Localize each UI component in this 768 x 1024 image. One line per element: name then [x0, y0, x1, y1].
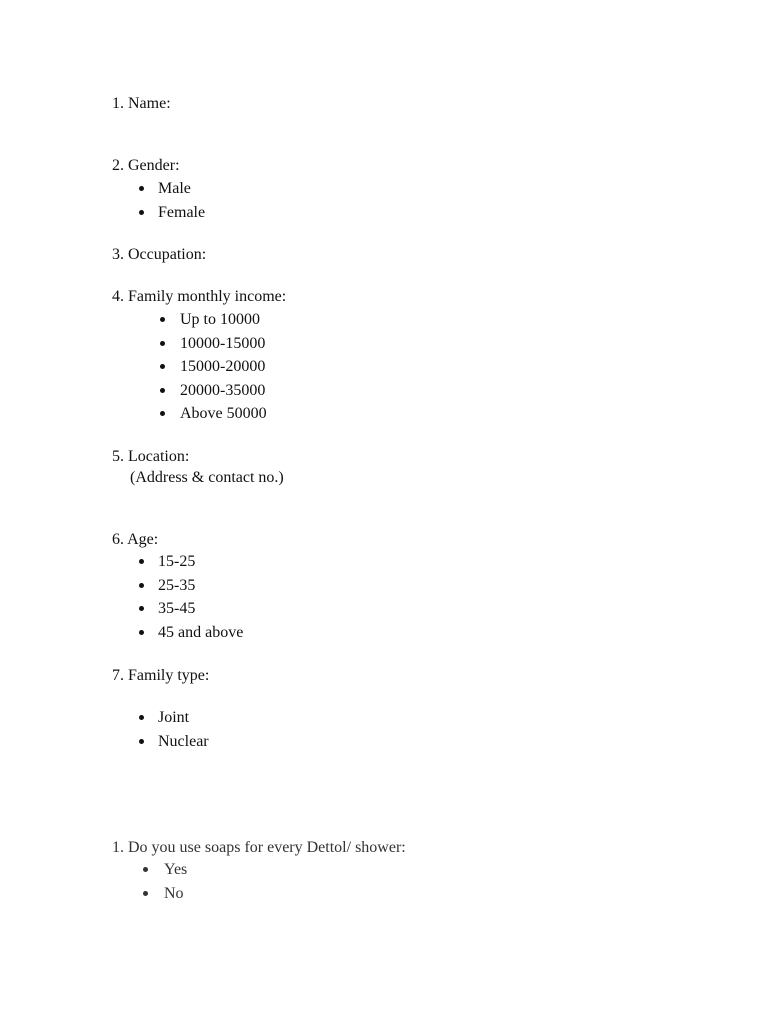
- option-label: 10000-15000: [180, 334, 266, 352]
- bullet-icon: [139, 715, 144, 720]
- bullet-icon: [160, 411, 165, 416]
- bullet-icon: [139, 559, 144, 564]
- bullet-icon: [160, 317, 165, 322]
- bullet-icon: [160, 341, 165, 346]
- bullet-icon: [139, 739, 144, 744]
- option-label: Male: [158, 180, 191, 197]
- option-label: 20000-35000: [180, 381, 266, 399]
- bullet-icon: [143, 867, 148, 872]
- question-age: 6. Age:: [112, 531, 159, 548]
- question-location: 5. Location:: [112, 448, 190, 465]
- question-soap-usage: 1. Do you use soaps for every Dettol/ shower:: [112, 839, 406, 856]
- option-label: Up to 10000: [180, 311, 260, 328]
- location-note: (Address & contact no.): [130, 469, 284, 486]
- option-label: Yes: [164, 861, 188, 878]
- bullet-icon: [139, 630, 144, 635]
- option-label: Female: [158, 203, 206, 221]
- question-name: 1. Name:: [112, 95, 171, 112]
- option-label: 15-25: [158, 553, 196, 570]
- option-label: No: [164, 884, 184, 902]
- question-family-type: 7. Family type:: [112, 667, 210, 684]
- bullet-icon: [143, 891, 148, 896]
- option-label: Nuclear: [158, 732, 209, 750]
- option-label: 45 and above: [158, 623, 244, 641]
- bullet-icon: [139, 606, 144, 611]
- question-gender: 2. Gender:: [112, 157, 180, 174]
- bullet-icon: [160, 388, 165, 393]
- question-family-income: 4. Family monthly income:: [112, 288, 287, 305]
- option-label: 15000-20000: [180, 358, 266, 375]
- bullet-icon: [160, 364, 165, 369]
- option-label: 35-45: [158, 600, 196, 617]
- bullet-icon: [139, 186, 144, 191]
- bullet-icon: [139, 583, 144, 588]
- question-occupation: 3. Occupation:: [112, 246, 207, 263]
- option-label: 25-35: [158, 576, 196, 594]
- option-label: Joint: [158, 709, 190, 726]
- option-label: Above 50000: [180, 405, 267, 422]
- bullet-icon: [139, 210, 144, 215]
